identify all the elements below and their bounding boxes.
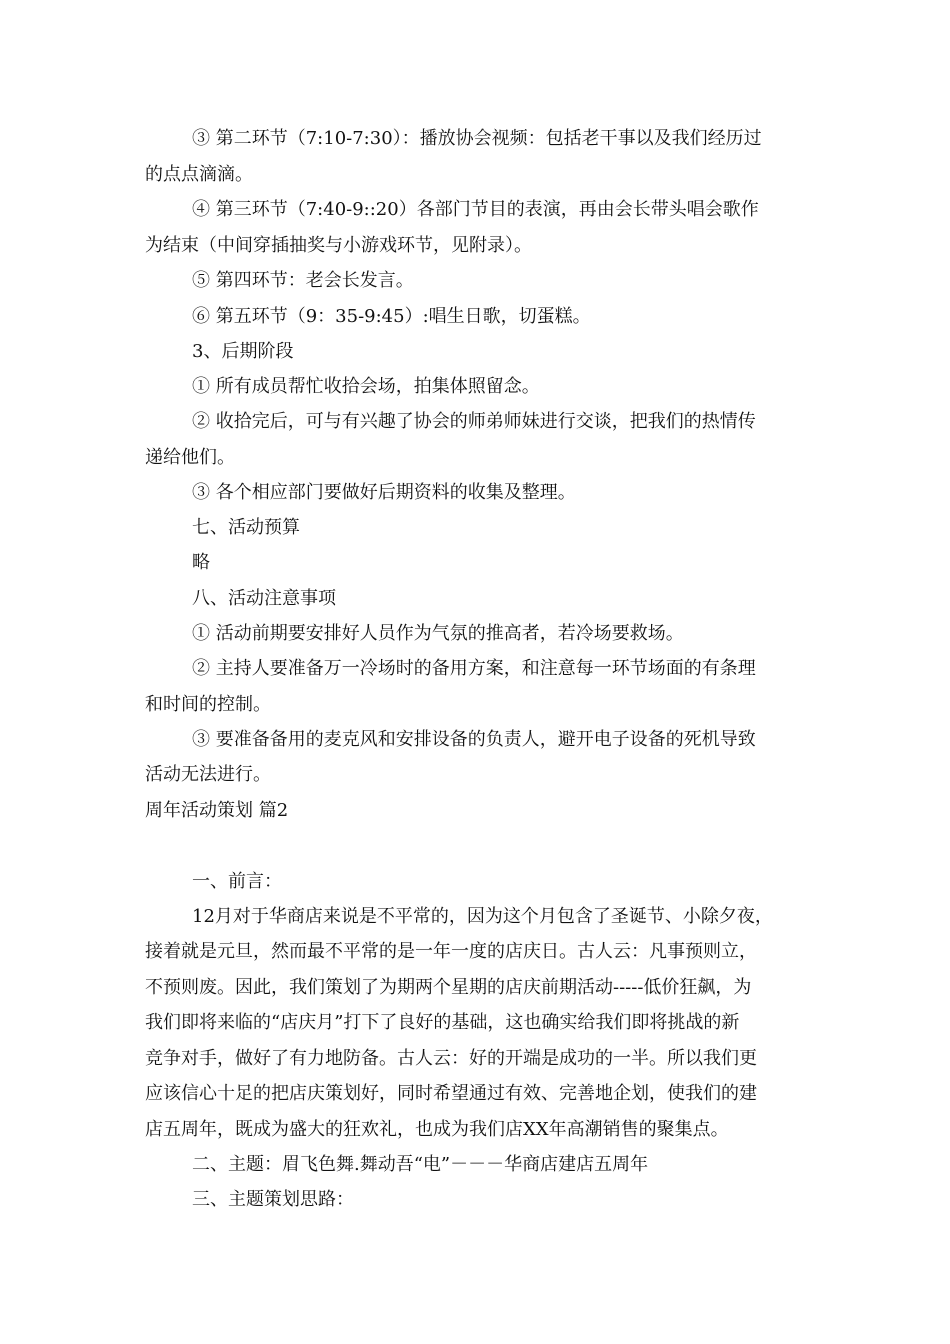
paragraph-line: 接着就是元旦，然而最不平常的是一年一度的店庆日。古人云：凡事预则立， — [145, 941, 757, 962]
paragraph-line: ③ 要准备备用的麦克风和安排设备的负责人，避开电子设备的死机导致 — [192, 729, 756, 750]
paragraph-line: 活动无法进行。 — [145, 764, 271, 785]
paragraph-line: ② 收拾完后，可与有兴趣了协会的师弟师妹进行交谈，把我们的热情传 — [192, 411, 756, 432]
paragraph-line: 和时间的控制。 — [145, 694, 271, 715]
paragraph-line: 略 — [192, 552, 210, 573]
paragraph-line: 应该信心十足的把店庆策划好，同时希望通过有效、完善地企划，使我们的建 — [145, 1083, 757, 1104]
section-heading: 七、活动预算 — [192, 517, 300, 538]
section-heading: 二、主题：眉飞色舞.舞动吾“电”－－－华商店建店五周年 — [192, 1154, 649, 1175]
paragraph-line: 店五周年，既成为盛大的狂欢礼，也成为我们店XX年高潮销售的聚集点。 — [145, 1119, 729, 1140]
paragraph-line: ⑥ 第五环节（9：35-9:45）:唱生日歌，切蛋糕。 — [192, 306, 591, 327]
section-heading: 八、活动注意事项 — [192, 588, 336, 609]
paragraph-line: ① 活动前期要安排好人员作为气氛的推高者，若冷场要救场。 — [192, 623, 684, 644]
paragraph-line: ① 所有成员帮忙收拾会场，拍集体照留念。 — [192, 376, 540, 397]
paragraph-line: ③ 各个相应部门要做好后期资料的收集及整理。 — [192, 482, 576, 503]
paragraph-line: 12月对于华商店来说是不平常的，因为这个月包含了圣诞节、小除夕夜， — [192, 906, 773, 927]
paragraph-line: ⑤ 第四环节：老会长发言。 — [192, 270, 414, 291]
section-heading: 3、后期阶段 — [192, 341, 294, 362]
paragraph-line: ② 主持人要准备万一冷场时的备用方案，和注意每一环节场面的有条理 — [192, 658, 756, 679]
article-title: 周年活动策划 篇2 — [145, 800, 289, 821]
paragraph-line: 的点点滴滴。 — [145, 164, 253, 185]
paragraph-line: 不预则废。因此，我们策划了为期两个星期的店庆前期活动-----低价狂飙，为 — [145, 977, 752, 998]
paragraph-line: ④ 第三环节（7:40-9::20）各部门节目的表演，再由会长带头唱会歌作 — [192, 199, 759, 220]
section-heading: 三、主题策划思路： — [192, 1189, 354, 1210]
paragraph-line: 我们即将来临的“店庆月”打下了良好的基础，这也确实给我们即将挑战的新 — [145, 1012, 740, 1033]
section-heading: 一、前言： — [192, 871, 282, 892]
paragraph-line: 为结束（中间穿插抽奖与小游戏环节，见附录）。 — [145, 235, 532, 256]
paragraph-line: 递给他们。 — [145, 447, 235, 468]
paragraph-line: ③ 第二环节（7:10-7:30）：播放协会视频：包括老干事以及我们经历过 — [192, 128, 762, 149]
paragraph-line: 竞争对手，做好了有力地防备。古人云：好的开端是成功的一半。所以我们更 — [145, 1048, 757, 1069]
